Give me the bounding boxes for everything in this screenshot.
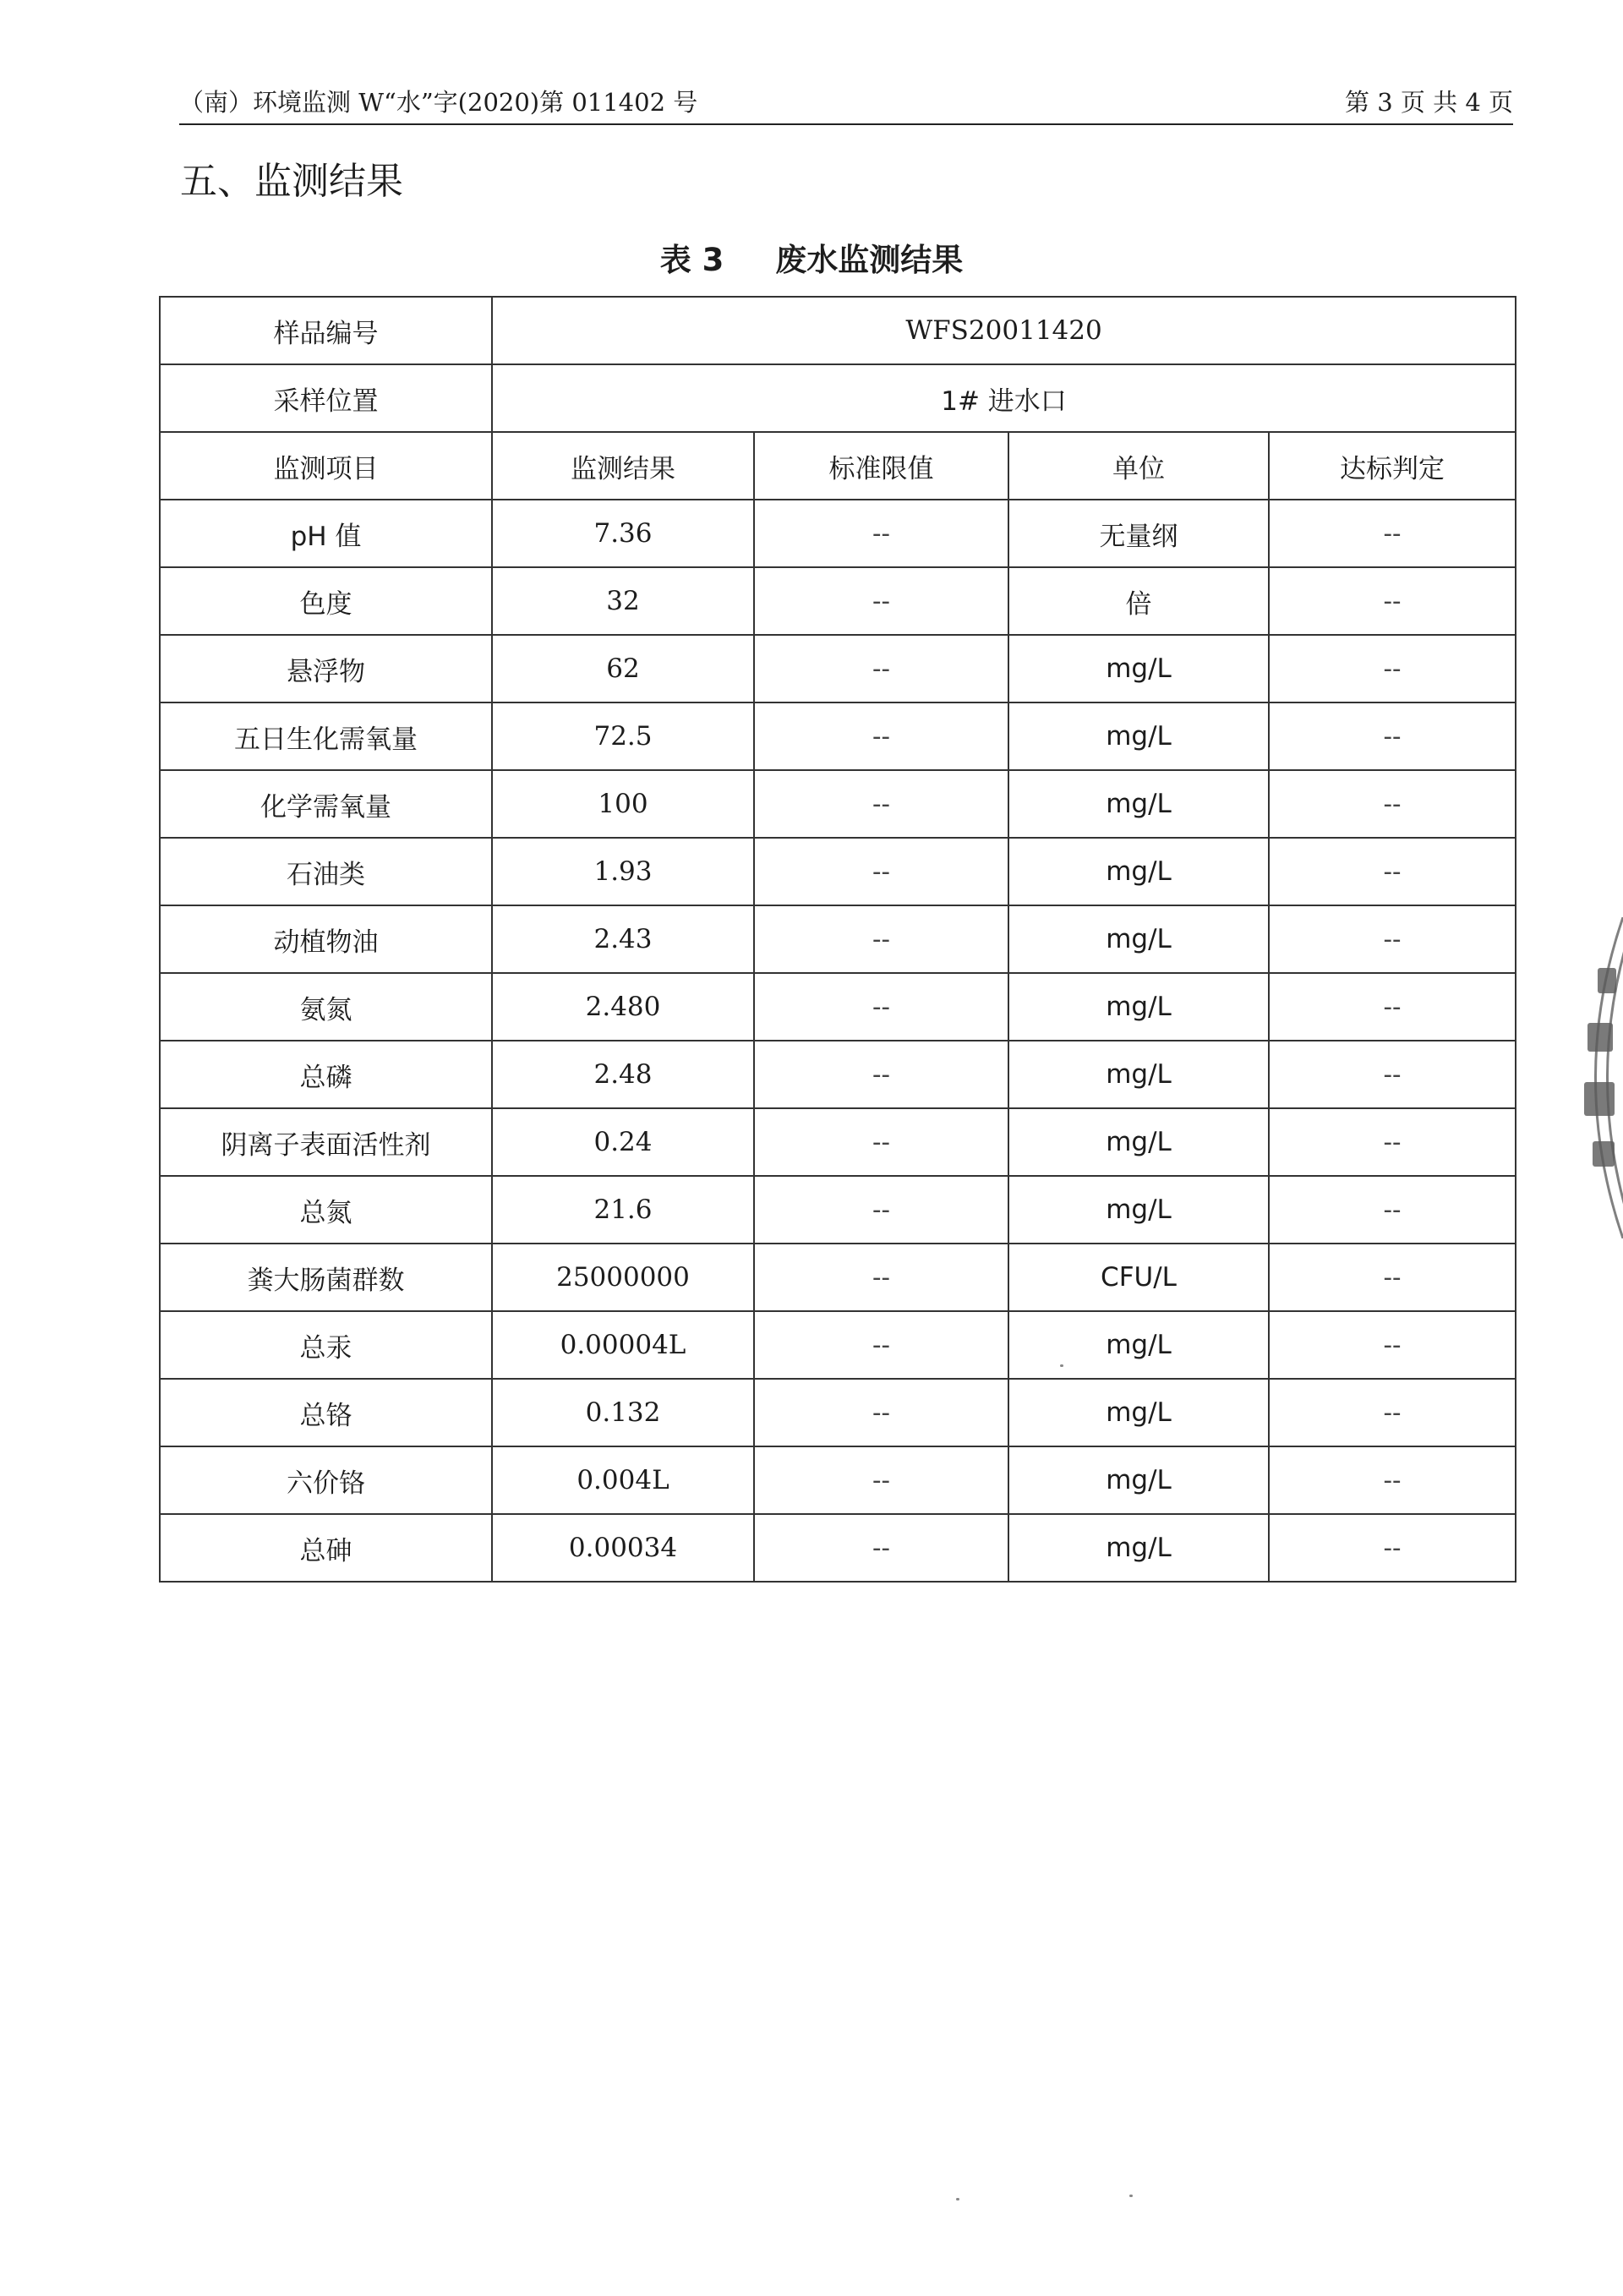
cell-item: 总氮 (160, 1176, 492, 1244)
cell-judge: -- (1269, 1244, 1516, 1311)
cell-result: 0.24 (492, 1108, 754, 1176)
table-row (160, 770, 1516, 838)
cell-item: 总铬 (160, 1379, 492, 1446)
cell-unit: mg/L (1008, 1108, 1269, 1176)
page-number: 第 3 页 共 4 页 (1345, 88, 1513, 117)
table-row (160, 635, 1516, 702)
cell-item: 粪大肠菌群数 (160, 1244, 492, 1311)
scan-speck (956, 2198, 959, 2200)
cell-judge: -- (1269, 567, 1516, 635)
cell-limit: -- (754, 838, 1008, 905)
cell-judge: -- (1269, 973, 1516, 1041)
cell-item: 阴离子表面活性剂 (160, 1108, 492, 1176)
table-row (160, 1379, 1516, 1446)
cell-limit: -- (754, 1108, 1008, 1176)
table-row (160, 1446, 1516, 1514)
cell-judge: -- (1269, 770, 1516, 838)
table-row (160, 1176, 1516, 1244)
col-header-judge: 达标判定 (1269, 432, 1516, 500)
cell-item: 总汞 (160, 1311, 492, 1379)
cell-result: 0.004L (492, 1446, 754, 1514)
cell-result: 1.93 (492, 838, 754, 905)
cell-limit: -- (754, 1311, 1008, 1379)
cell-item: 五日生化需氧量 (160, 702, 492, 770)
cell-limit: -- (754, 1446, 1008, 1514)
cell-judge: -- (1269, 1041, 1516, 1108)
cell-judge: -- (1269, 500, 1516, 567)
cell-unit: mg/L (1008, 635, 1269, 702)
cell-judge: -- (1269, 1108, 1516, 1176)
location-label: 采样位置 (160, 364, 492, 432)
cell-result: 32 (492, 567, 754, 635)
table-row (160, 1108, 1516, 1176)
cell-limit: -- (754, 500, 1008, 567)
cell-item: 石油类 (160, 838, 492, 905)
cell-judge: -- (1269, 1514, 1516, 1582)
table-row (160, 838, 1516, 905)
col-header-limit: 标准限值 (754, 432, 1008, 500)
cell-item: 色度 (160, 567, 492, 635)
cell-limit: -- (754, 567, 1008, 635)
table-caption (0, 234, 1623, 280)
cell-result: 2.480 (492, 973, 754, 1041)
cell-limit: -- (754, 1041, 1008, 1108)
cell-result: 2.43 (492, 905, 754, 973)
cell-result: 72.5 (492, 702, 754, 770)
scan-speck (1060, 1364, 1063, 1367)
cell-limit: -- (754, 973, 1008, 1041)
cell-item: 总磷 (160, 1041, 492, 1108)
cell-result: 25000000 (492, 1244, 754, 1311)
cell-judge: -- (1269, 1311, 1516, 1379)
cell-unit: mg/L (1008, 1311, 1269, 1379)
sample-id-value: WFS20011420 (492, 297, 1516, 364)
cell-limit: -- (754, 1176, 1008, 1244)
cell-result: 62 (492, 635, 754, 702)
cell-result: 7.36 (492, 500, 754, 567)
cell-unit: mg/L (1008, 1514, 1269, 1582)
sample-id-label: 样品编号 (160, 297, 492, 364)
table-row (160, 567, 1516, 635)
cell-result: 0.00004L (492, 1311, 754, 1379)
cell-limit: -- (754, 702, 1008, 770)
cell-unit: mg/L (1008, 1176, 1269, 1244)
cell-result: 100 (492, 770, 754, 838)
col-header-unit: 单位 (1008, 432, 1269, 500)
cell-unit: mg/L (1008, 1379, 1269, 1446)
cell-unit: mg/L (1008, 905, 1269, 973)
table-row (160, 1311, 1516, 1379)
cell-item: 总砷 (160, 1514, 492, 1582)
table-number: 表 3 (659, 242, 724, 278)
col-header-result: 监测结果 (492, 432, 754, 500)
cell-item: 氨氮 (160, 973, 492, 1041)
cell-unit: mg/L (1008, 838, 1269, 905)
cell-limit: -- (754, 635, 1008, 702)
page-header (179, 85, 1513, 125)
cell-judge: -- (1269, 702, 1516, 770)
report-number: （南）环境监测 W“水”字(2020)第 011402 号 (179, 88, 698, 117)
cell-judge: -- (1269, 838, 1516, 905)
cell-judge: -- (1269, 1446, 1516, 1514)
table-row (160, 500, 1516, 567)
table-row (160, 1514, 1516, 1582)
cell-item: 六价铬 (160, 1446, 492, 1514)
cell-judge: -- (1269, 635, 1516, 702)
cell-result: 21.6 (492, 1176, 754, 1244)
sample-id-row (160, 297, 1516, 364)
cell-result: 0.132 (492, 1379, 754, 1446)
scan-speck (1129, 2195, 1133, 2197)
table-row (160, 1041, 1516, 1108)
cell-item: 动植物油 (160, 905, 492, 973)
cell-result: 2.48 (492, 1041, 754, 1108)
cell-unit: mg/L (1008, 770, 1269, 838)
cell-unit: mg/L (1008, 1446, 1269, 1514)
cell-unit: mg/L (1008, 1041, 1269, 1108)
cell-unit: mg/L (1008, 973, 1269, 1041)
cell-limit: -- (754, 770, 1008, 838)
cell-item: 化学需氧量 (160, 770, 492, 838)
results-table (159, 296, 1516, 1583)
section-title: 五、监测结果 (180, 160, 403, 203)
cell-limit: -- (754, 1379, 1008, 1446)
column-header-row (160, 432, 1516, 500)
cell-judge: -- (1269, 905, 1516, 973)
cell-unit: 无量纲 (1008, 500, 1269, 567)
cell-unit: 倍 (1008, 567, 1269, 635)
location-row (160, 364, 1516, 432)
cell-limit: -- (754, 1514, 1008, 1582)
cell-limit: -- (754, 905, 1008, 973)
table-row (160, 702, 1516, 770)
seal-stamp-icon (1564, 917, 1623, 1238)
cell-judge: -- (1269, 1176, 1516, 1244)
cell-unit: mg/L (1008, 702, 1269, 770)
table-row (160, 905, 1516, 973)
cell-limit: -- (754, 1244, 1008, 1311)
cell-unit: CFU/L (1008, 1244, 1269, 1311)
table-title: 废水监测结果 (775, 242, 964, 278)
cell-judge: -- (1269, 1379, 1516, 1446)
table-row (160, 973, 1516, 1041)
cell-result: 0.00034 (492, 1514, 754, 1582)
col-header-item: 监测项目 (160, 432, 492, 500)
location-value: 1# 进水口 (492, 364, 1516, 432)
table-row (160, 1244, 1516, 1311)
cell-item: 悬浮物 (160, 635, 492, 702)
cell-item: pH 值 (160, 500, 492, 567)
